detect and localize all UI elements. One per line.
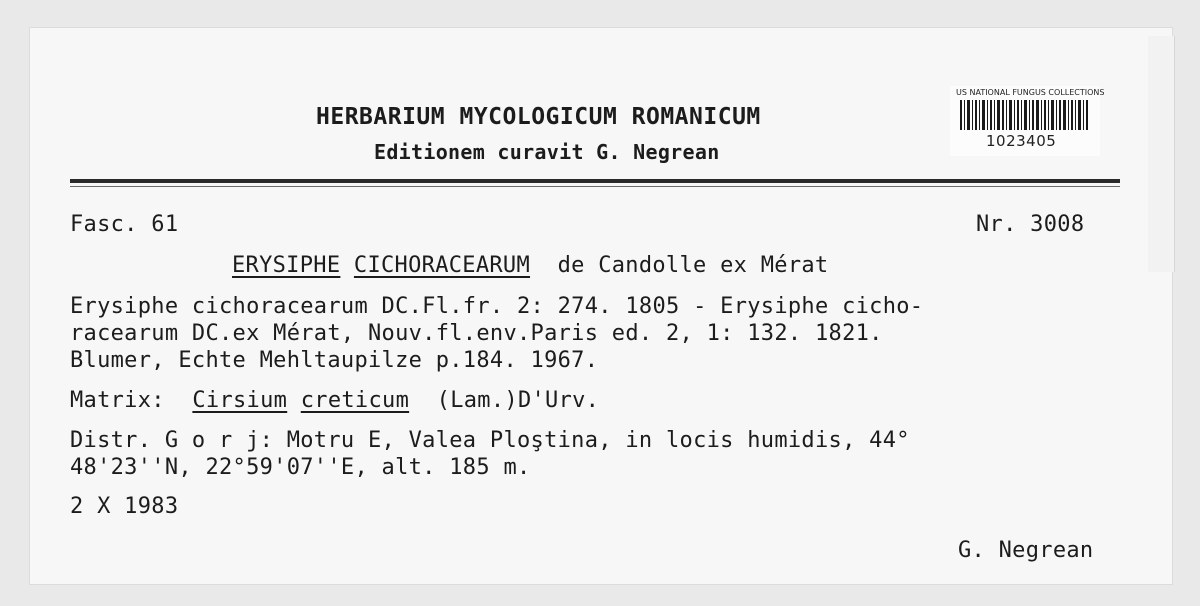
barcode-collection-name: US NATIONAL FUNGUS COLLECTIONS (956, 88, 1105, 97)
header-divider (70, 179, 1120, 183)
distribution-line-1: Distr. G o r j: Motru E, Valea Ploştina, in locis humidis, 44° (70, 428, 910, 453)
species-name (232, 253, 828, 278)
reference-line-3: Blumer, Echte Mehltaupilze p.184. 1967. (70, 348, 599, 373)
header-divider-thin (70, 186, 1120, 187)
species-authority: de Candolle ex Mérat (557, 253, 829, 278)
herbarium-title: HERBARIUM MYCOLOGICUM ROMANICUM (316, 104, 761, 130)
reference-line-1: Erysiphe cichoracearum DC.Fl.fr. 2: 274. 1805 - Erysiphe cicho- (70, 294, 924, 319)
collector-name: G. Negrean (958, 538, 1094, 563)
host-genus: Cirsium (192, 388, 288, 413)
matrix-line (70, 388, 599, 413)
matrix-label: Matrix: (70, 388, 165, 413)
distribution-line-2: 48'23''N, 22°59'07''E, alt. 185 m. (70, 455, 531, 480)
editor-line: Editionem curavit G. Negrean (374, 140, 720, 164)
fascicle-number: Fasc. 61 (70, 212, 179, 237)
sheet-edge (1148, 36, 1175, 272)
exsiccata-number: Nr. 3008 (976, 212, 1085, 237)
barcode-icon (960, 100, 1090, 130)
host-authority: (Lam.)D'Urv. (436, 388, 600, 413)
species-epithet: CICHORACEARUM (353, 253, 531, 278)
reference-line-2: racearum DC.ex Mérat, Nouv.fl.env.Paris ed. 2, 1: 132. 1821. (70, 321, 883, 346)
barcode-label (950, 86, 1105, 156)
species-genus: ERYSIPHE (232, 253, 341, 278)
barcode-number: 1023405 (986, 132, 1057, 150)
host-epithet: creticum (300, 388, 410, 413)
collection-date: 2 X 1983 (70, 494, 179, 519)
